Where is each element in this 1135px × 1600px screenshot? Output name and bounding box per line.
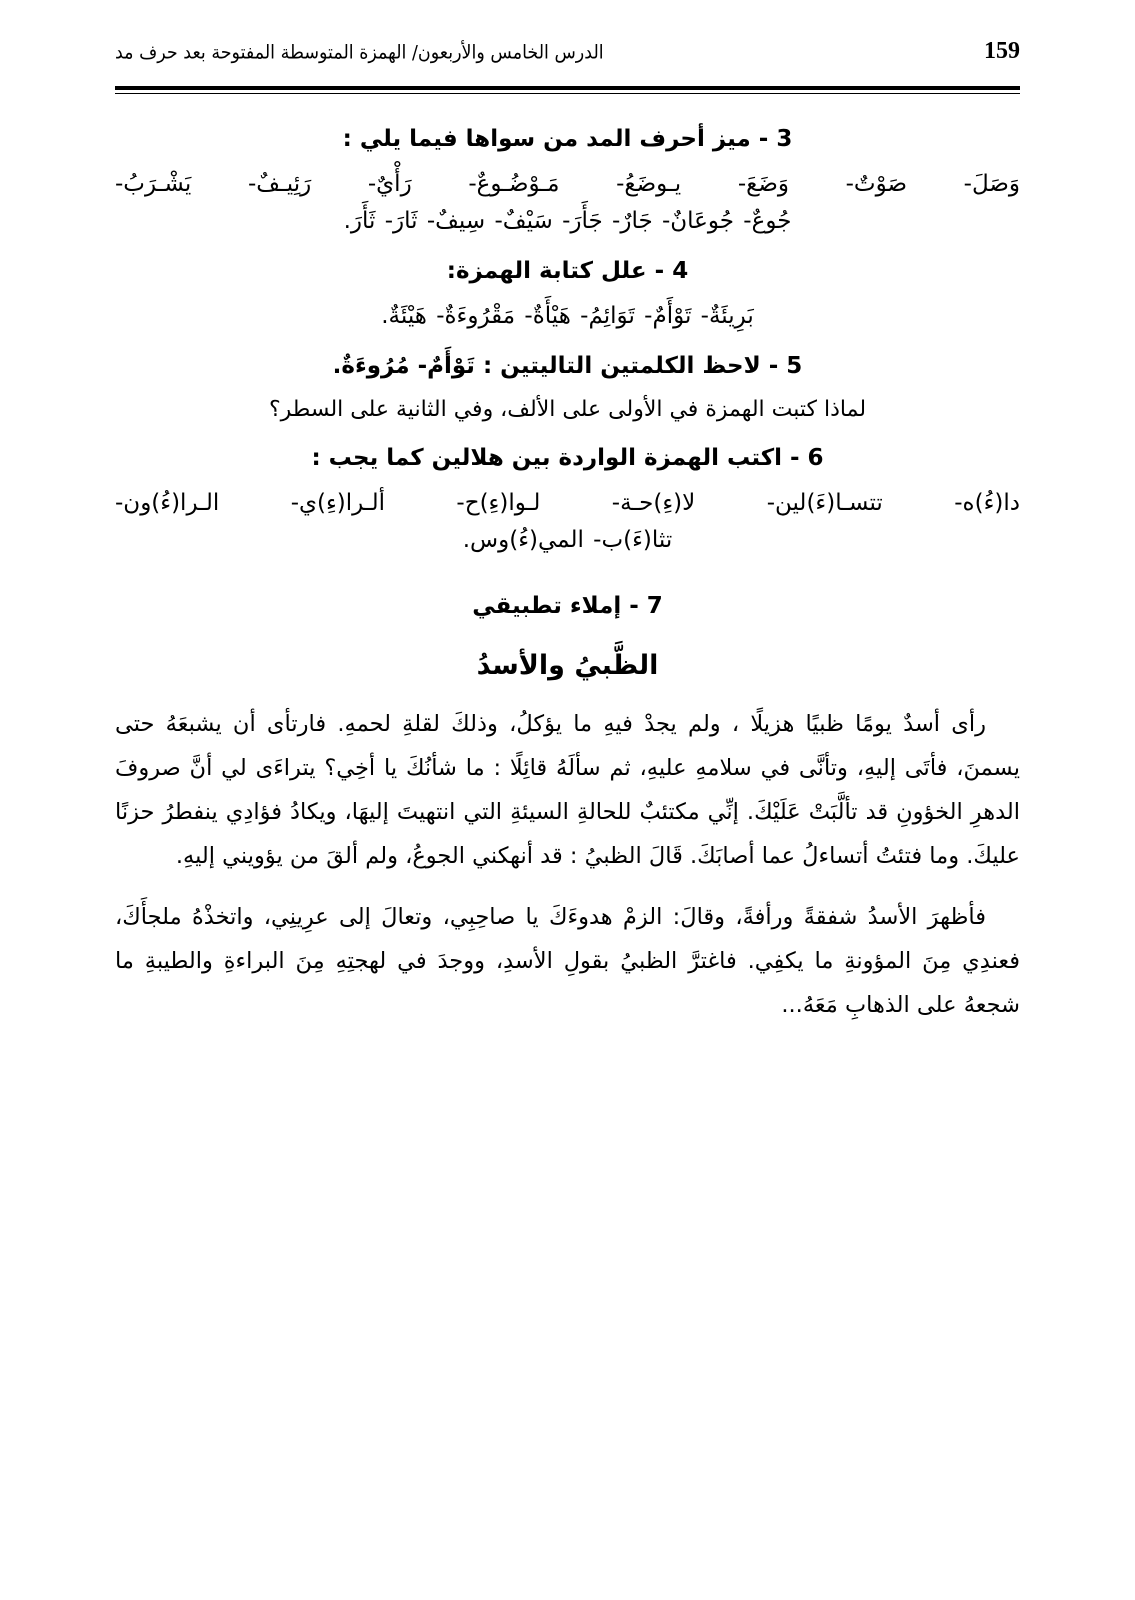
exercise-6: [115, 441, 1020, 559]
exercise-6-line-2: تثا(ءَ)ب- المي(ءُ)وس.: [462, 527, 673, 554]
story-title: الظَّبيُ والأسدُ: [476, 649, 659, 681]
page-number: 159: [984, 38, 1020, 64]
exercise-3-line-1: وَصَلَ- صَوْتٌ- وَضَعَ- يـوضَعُ- مَـوْضُـوعٌ- رَأْيٌ- رَئِيـفٌ- يَشْـرَبُ-: [115, 170, 1020, 197]
exercise-5-question: لماذا كتبت الهمزة في الأولى على الألف، وفي الثانية على السطر؟: [268, 397, 867, 423]
exercise-5-heading: 5 - لاحظ الكلمتين التاليتين : تَوْأَمٌ- مُرُوءَةٌ.: [332, 352, 803, 379]
spacer: [115, 335, 1020, 349]
exercise-4-heading: 4 - علل كتابة الهمزة:: [446, 258, 689, 284]
exercise-6-line-1: دا(ءُ)ه- تتسـا(ءَ)لين- لا(ءِ)حـة- لـوا(ءِ)ح- ألـرا(ءِ)ي- الـرا(ءُ)ون-: [115, 489, 1020, 516]
story-paragraph-2: فأظهرَ الأسدُ شفقةً ورأفةً، وقالَ: الزمْ هدوءَكَ يا صاحِبِي، وتعالَ إلى عرِينِي، واتخذْهُ ملجأَكَ، فعندِي مِنَ المؤونةِ ما يكفِي. فاغترَّ الظبيُ بقولِ الأسدِ، ووجدَ في لهجتِهِ مِنَ البراءةِ والطيبةِ ما شجعهُ على الذهابِ مَعَهُ...: [115, 904, 1020, 1019]
exercise-7-heading: 7 - إملاء تطبيقي: [472, 593, 663, 620]
exercise-3-line-2: جُوعٌ- جُوعَانٌ- جَارٌ- جَأَرَ- سَيْفٌ- سِيفٌ- ثَارَ- ثَأَرَ.: [343, 207, 792, 234]
exercise-6-heading: 6 - اكتب الهمزة الواردة بين هلالين كما يجب :: [311, 445, 824, 472]
spacer: [115, 427, 1020, 441]
header-divider-rule: [115, 86, 1020, 94]
exercise-4-line-1: بَرِيئَةٌ- تَوْأَمٌ- تَوَائِمُ- هَيْأَةٌ- مَقْرُوءَةٌ- هَيْئَةٌ.: [381, 302, 754, 329]
exercise-3-heading: 3 - ميز أحرف المد من سواها فيما يلي :: [342, 126, 793, 152]
exercise-5: [115, 349, 1020, 428]
spacer: [115, 240, 1020, 254]
running-head-title: الدرس الخامس والأربعون/ الهمزة المتوسطة المفتوحة بعد حرف مد: [115, 42, 604, 64]
page-header: [115, 38, 1020, 72]
page-content: [115, 122, 1020, 1028]
story-paragraph-1: رأى أسدٌ يومًا ظبيًا هزيلًا ، ولم يجدْ فيهِ ما يؤكلُ، وذلكَ لقلةِ لحمهِ. فارتأى أن يشبعَهُ حتى يسمنَ، فأتَى إليهِ، وتأنَّى في سلامهِ عليهِ، ثم سألَهُ قائِلًا : ما شأنُكَ يا أخِي؟ يتراءَى لي أنَّ صروفَ الدهرِ الخؤونِ قد تألَّبَتْ عَلَيْكَ. إنِّي مكتئبٌ للحالةِ السيئةِ التي انتهيتَ إليهَا، ويكادُ فؤادِي ينفطرُ حزنًا عليكَ. وما فتئتُ أتساءلُ عما أصابَكَ. قَالَ الظبيُ : قد أنهكني الجوعُ، ولم ألقَ من يؤويني إليهِ.: [115, 710, 1020, 869]
applied-dictation-story: [115, 650, 1020, 1028]
exercise-7: [115, 589, 1020, 624]
exercise-3: [115, 122, 1020, 240]
exercise-4: [115, 254, 1020, 335]
